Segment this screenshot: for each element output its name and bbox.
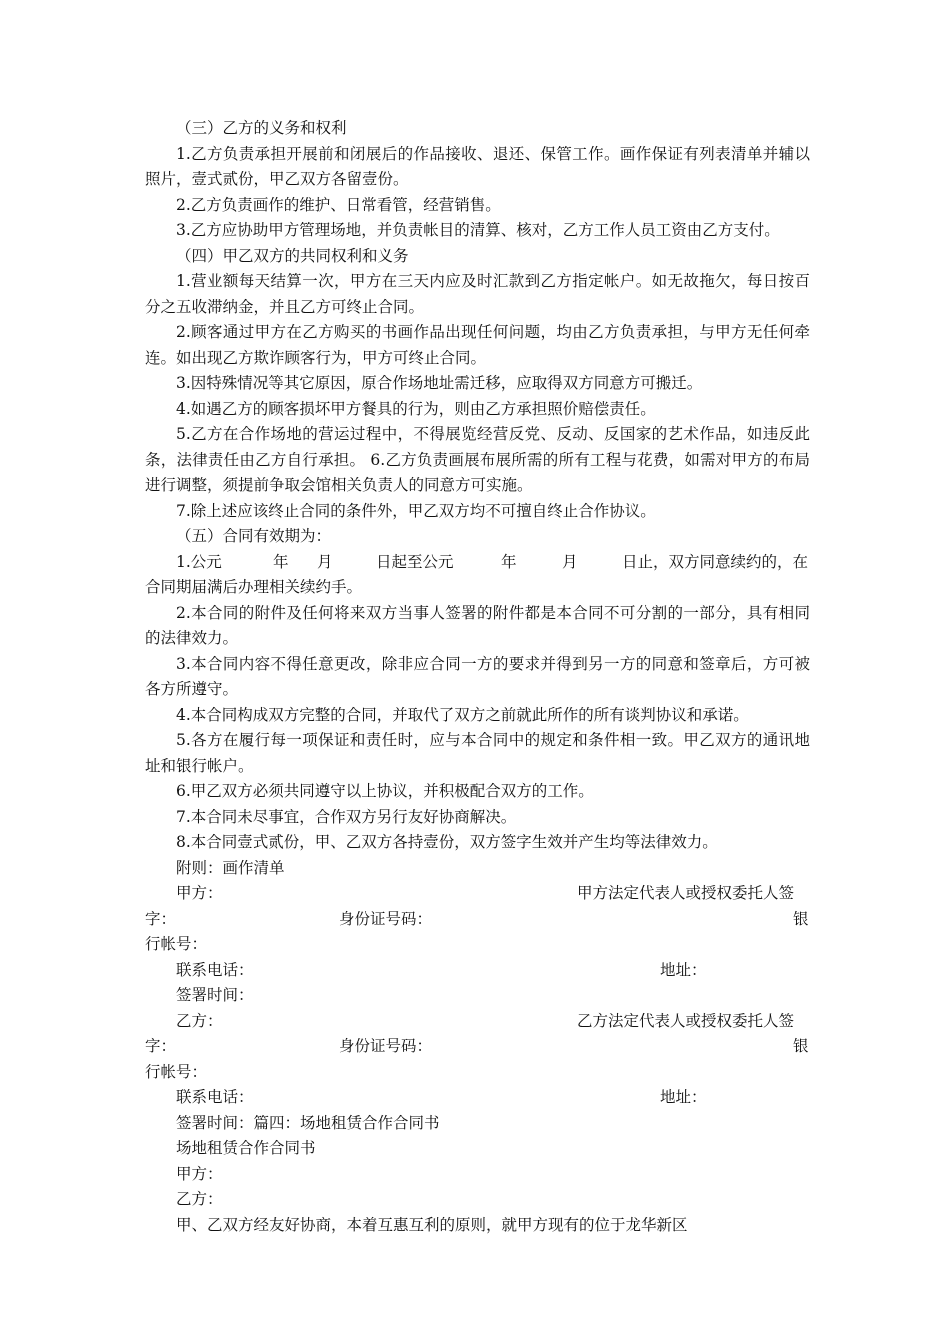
party-b-sign-time-label: 签署时间：篇四：场地租赁合作合同书 bbox=[176, 1113, 440, 1132]
party-b-bank-label-start: 银 bbox=[793, 1037, 809, 1055]
party-b-phone-label: 联系电话： bbox=[176, 1088, 254, 1106]
clause-5-8: 8.本合同壹式贰份，甲、乙双方各持壹份，双方签字生效并产生均等法律效力。 bbox=[176, 833, 718, 851]
party-a-row bbox=[145, 881, 810, 907]
party-b-bank-label: 行帐号： bbox=[145, 1062, 208, 1081]
party-b-label: 乙方： bbox=[176, 1011, 223, 1030]
party-b-time-row bbox=[145, 1111, 810, 1137]
date-end-day-label: 日止，双方同意续约的，在 bbox=[622, 552, 809, 571]
party-a-label: 甲方： bbox=[176, 884, 223, 902]
clause-3-1: 1.乙方负责承担开展前和闭展后的作品接收、退还、保管工作。画作保证有列表清单并辅以照片，壹式贰份，甲乙双方各留壹份。 bbox=[145, 144, 810, 188]
party-b-row bbox=[145, 1009, 810, 1035]
clause-5-1-line bbox=[145, 550, 810, 576]
clause-5-3: 3.本合同内容不得任意更改，除非应合同一方的要求并得到另一方的同意和签章后，方可被各方所遵守。 bbox=[145, 654, 810, 698]
lease-party-b: 乙方： bbox=[176, 1190, 223, 1208]
date-month-label: 月 bbox=[317, 552, 333, 571]
party-a-address-label: 地址： bbox=[660, 960, 707, 979]
section-4-heading: （四）甲乙双方的共同权利和义务 bbox=[176, 246, 409, 265]
clause-5-7: 7.本合同未尽事宜，合作双方另行友好协商解决。 bbox=[176, 807, 517, 826]
party-a-time-row bbox=[145, 983, 810, 1009]
party-a-sign-time-label: 签署时间： bbox=[176, 986, 254, 1004]
party-b-id-label: 身份证号码： bbox=[339, 1037, 433, 1055]
party-a-sign-label: 字： bbox=[145, 909, 177, 928]
party-a-bank-label: 行帐号： bbox=[145, 935, 208, 953]
clause-4-7: 7.除上述应该终止合同的条件外，甲乙双方均不可擅自终止合作协议。 bbox=[176, 501, 656, 520]
clause-4-3: 3.因特殊情况等其它原因，原合作场地址需迁移，应取得双方同意方可搬迁。 bbox=[176, 374, 703, 392]
clause-4-5: 5.乙方在合作场地的营运过程中，不得展览经营反党、反动、反国家的艺术作品，如违反此条，法律责任由乙方自行承担。 6.乙方负责画展布展所需的所有工程与花费，如需对甲方的布局进行调整，须提前争取会馆相关负责人的同意方可实施。 bbox=[145, 425, 810, 494]
party-b-address-label: 地址： bbox=[660, 1088, 707, 1106]
section-5-heading: （五）合同有效期为： bbox=[176, 527, 332, 545]
party-a-representative-label: 甲方法定代表人或授权委托人签 bbox=[577, 884, 795, 902]
lease-intro: 甲、乙双方经友好协商，本着互惠互利的原则，就甲方现有的位于龙华新区 bbox=[176, 1215, 688, 1234]
clause-5-1-line-2 bbox=[145, 575, 810, 601]
party-a-id-label: 身份证号码： bbox=[339, 909, 433, 928]
date-year-label: 年 bbox=[273, 552, 289, 571]
party-a-phone-label: 联系电话： bbox=[176, 960, 254, 979]
clause-3-2: 2.乙方负责画作的维护、日常看管，经营销售。 bbox=[176, 195, 501, 214]
clause-4-4: 4.如遇乙方的顾客损坏甲方餐具的行为，则由乙方承担照价赔偿责任。 bbox=[176, 399, 656, 418]
clause-3-3: 3.乙方应协助甲方管理场地，并负责帐目的清算、核对，乙方工作人员工资由乙方支付。 bbox=[176, 221, 780, 239]
clause-5-2: 2.本合同的附件及任何将来双方当事人签署的附件都是本合同不可分割的一部分，具有相同的法律效力。 bbox=[145, 603, 810, 647]
party-b-sign-label: 字： bbox=[145, 1037, 177, 1055]
party-a-sign-row bbox=[145, 907, 810, 933]
lease-party-a: 甲方： bbox=[176, 1164, 223, 1183]
party-a-contact-row bbox=[145, 958, 810, 984]
appendix-line: 附则：画作清单 bbox=[176, 858, 285, 877]
lease-contract-title: 场地租赁合作合同书 bbox=[176, 1139, 316, 1157]
party-a-bank-label-start: 银 bbox=[793, 909, 809, 928]
party-a-bank-row bbox=[145, 932, 810, 958]
party-b-contact-row bbox=[145, 1085, 810, 1111]
date-end-month-label: 月 bbox=[562, 552, 578, 571]
party-b-representative-label: 乙方法定代表人或授权委托人签 bbox=[577, 1011, 795, 1030]
clause-5-5: 5.各方在履行每一项保证和责任时，应与本合同中的规定和条件相一致。甲乙双方的通讯地址和银行帐户。 bbox=[145, 731, 810, 775]
clause-5-1-continuation: 合同期届满后办理相关续约手。 bbox=[145, 578, 363, 596]
date-day-until-label: 日起至公元 bbox=[376, 552, 454, 571]
clause-4-2: 2.顾客通过甲方在乙方购买的书画作品出现任何问题，均由乙方负责承担，与甲方无任何牵连。如出现乙方欺诈顾客行为，甲方可终止合同。 bbox=[145, 323, 810, 367]
document-body bbox=[145, 116, 810, 1238]
party-b-sign-row bbox=[145, 1034, 810, 1060]
clause-5-6: 6.甲乙双方必须共同遵守以上协议，并积极配合双方的工作。 bbox=[176, 782, 594, 800]
date-end-year-label: 年 bbox=[501, 552, 517, 571]
party-b-bank-row bbox=[145, 1060, 810, 1086]
date-prefix: 1.公元 bbox=[176, 552, 222, 571]
clause-5-4: 4.本合同构成双方完整的合同，并取代了双方之前就此所作的所有谈判协议和承诺。 bbox=[176, 705, 749, 724]
section-3-heading: （三）乙方的义务和权利 bbox=[176, 119, 347, 137]
clause-4-1: 1.营业额每天结算一次，甲方在三天内应及时汇款到乙方指定帐户。如无故拖欠，每日按百分之五收滞纳金，并且乙方可终止合同。 bbox=[145, 272, 810, 316]
